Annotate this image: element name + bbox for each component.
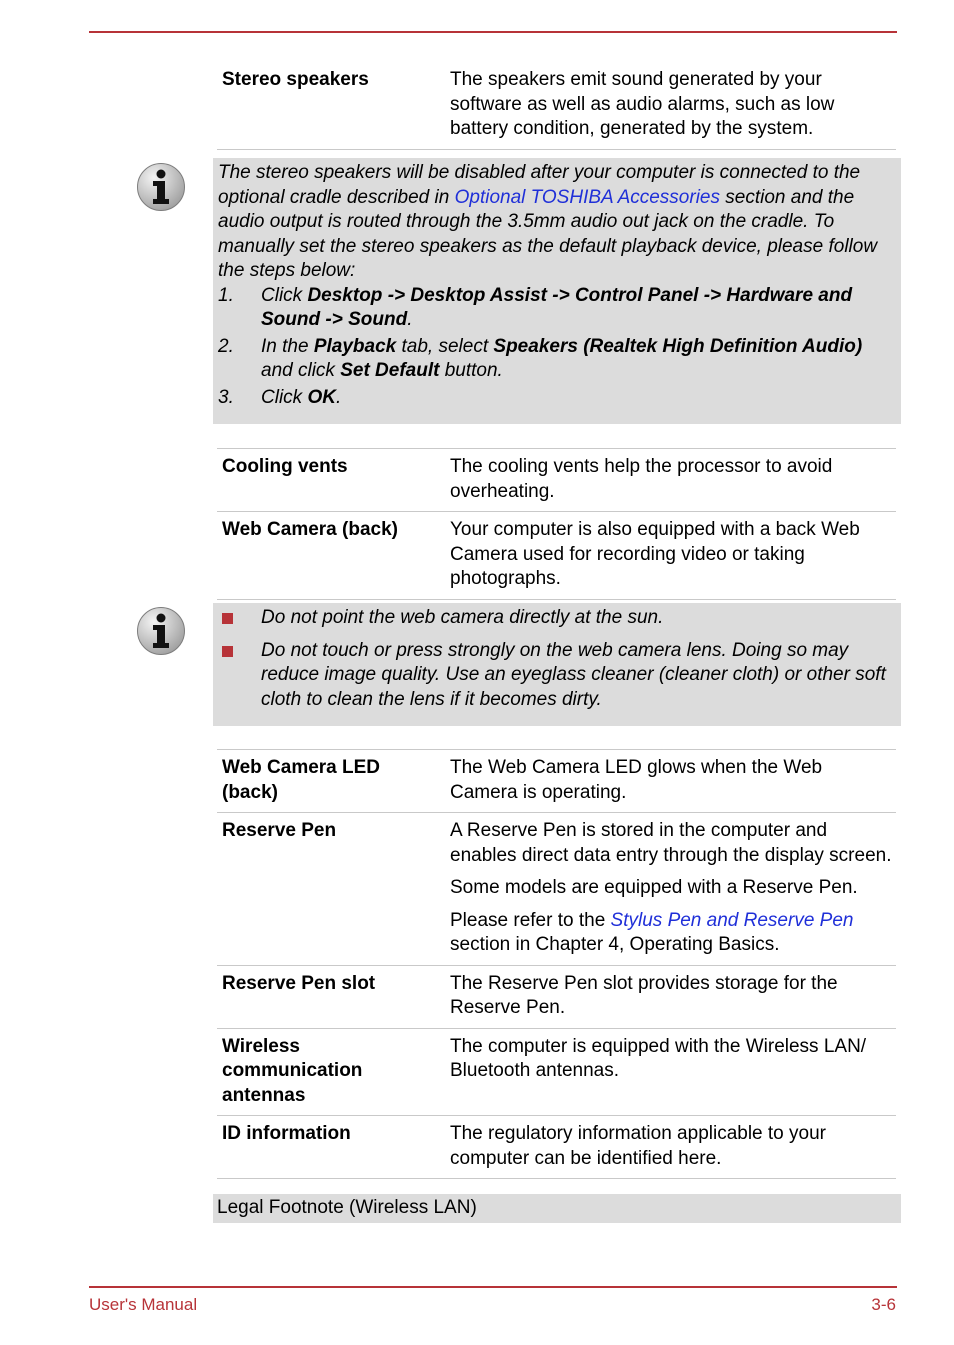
table-row <box>217 449 896 512</box>
footer-manual-title: User's Manual <box>89 1295 198 1314</box>
note-text: The stereo speakers will be disabled after your computer is connected to the optional cradle described in Optional TOSHIBA Accessories section and the audio output is routed through the 3.5mm audio out jack on the cradle. To manually set the stereo speakers as the default playback device, please follow the steps below: <box>218 162 878 281</box>
spec-desc: The cooling vents help the processor to avoid overheating. <box>450 456 833 502</box>
spec-term: Web Camera (back) <box>222 519 398 540</box>
table-row <box>217 813 896 966</box>
table-row <box>217 1116 896 1179</box>
spec-term: Web Camera LED (back) <box>222 757 381 803</box>
list-item: 2. In the Playback tab, select Speakers (Realtek High Definition Audio) and click Set Default button. <box>218 335 863 381</box>
spec-desc: The Web Camera LED glows when the Web Camera is operating. <box>450 757 823 803</box>
bullet-square-icon <box>222 646 233 657</box>
spec-paragraph: A Reserve Pen is stored in the computer and enables direct data entry through the display screen. <box>450 820 892 866</box>
table-row <box>217 62 896 149</box>
spec-desc: The speakers emit sound generated by your software as well as audio alarms, such as low battery condition, generated by the system. <box>450 69 835 139</box>
list-item: 1. Click Desktop -> Desktop Assist -> Control Panel -> Hardware and Sound -> Sound. <box>218 284 853 330</box>
footer-rule <box>89 1286 897 1288</box>
header-rule <box>89 31 897 33</box>
steps-list <box>218 284 895 411</box>
page-number: 3-6 <box>871 1295 896 1314</box>
spec-table-speakers <box>217 62 896 150</box>
spec-desc: The regulatory information applicable to your computer can be identified here. <box>450 1123 826 1169</box>
spec-term: Wireless communication antennas <box>222 1035 363 1106</box>
spec-desc: Your computer is also equipped with a back Web Camera used for recording video or taking photographs. <box>450 519 860 589</box>
bullet-square-icon <box>222 613 233 624</box>
spec-desc: The Reserve Pen slot provides storage for the Reserve Pen. <box>450 972 838 1018</box>
spec-table-vents-camera <box>217 448 896 600</box>
spec-paragraph: Some models are equipped with a Reserve Pen. <box>450 877 858 898</box>
note-camera <box>213 603 901 726</box>
table-row <box>217 1028 896 1116</box>
spec-term: Reserve Pen <box>222 820 337 841</box>
list-item: Do not point the web camera directly at the sun. <box>218 606 895 631</box>
spec-term: ID information <box>222 1123 351 1144</box>
list-item: 3. Click OK. <box>218 386 342 408</box>
spec-desc: The computer is equipped with the Wireless LAN/ Bluetooth antennas. <box>450 1035 867 1081</box>
spec-paragraph: Please refer to the Stylus Pen and Reserve Pen section in Chapter 4, Operating Basics. <box>450 909 854 955</box>
spec-table-led-pen-id <box>217 749 896 1179</box>
link-optional-accessories[interactable]: Optional TOSHIBA Accessories <box>454 186 720 208</box>
link-stylus-pen[interactable]: Stylus Pen and Reserve Pen <box>610 909 854 931</box>
spec-term: Reserve Pen slot <box>222 972 376 994</box>
info-icon <box>136 606 186 656</box>
bullet-list <box>218 606 895 712</box>
spec-desc <box>441 813 896 966</box>
note-cradle <box>213 158 901 424</box>
spec-term: Stereo speakers <box>222 69 369 90</box>
info-icon <box>136 162 186 212</box>
list-item: Do not touch or press strongly on the web camera lens. Doing so may reduce image quality. Use an eyeglass cleaner (cleaner cloth) or other soft cloth to clean the lens if it becomes dirty. <box>218 639 895 713</box>
table-row <box>217 512 896 600</box>
legal-footnote-link[interactable]: Legal Footnote (Wireless LAN) <box>213 1194 901 1223</box>
table-row <box>217 965 896 1028</box>
table-row <box>217 750 896 813</box>
spec-term: Cooling vents <box>222 456 348 477</box>
